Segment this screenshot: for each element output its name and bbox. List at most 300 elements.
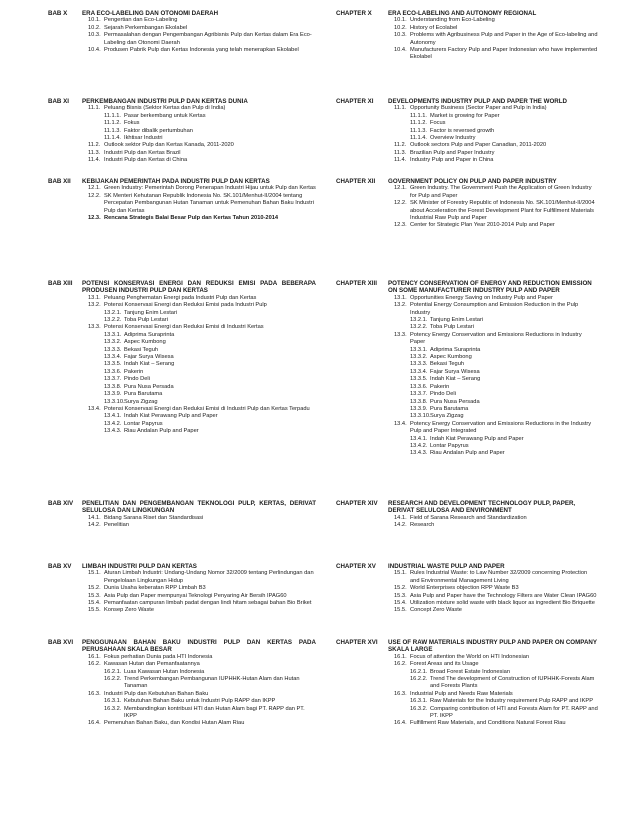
section-number: 15.3. [88, 592, 101, 599]
section-entry [388, 515, 598, 522]
section-number: 13.3.2. [410, 354, 428, 361]
section-title: Comparing contribution of HTI and Forests Alam for PT. RAPP and PT. IKPP [430, 705, 598, 720]
section-number: 13.3.3. [410, 361, 428, 368]
section-title: Field of Sarana Research and Standardization [410, 514, 527, 521]
section-entry [82, 720, 316, 727]
section-number: 11.3. [394, 149, 407, 156]
subsection-entry [82, 698, 316, 705]
chapter-label: BAB XIII [48, 280, 73, 287]
section-entry [82, 691, 316, 698]
chapter-title: PENELITIAN DAN PENGEMBANGAN TEKNOLOGI PULP, KERTAS, DERIVAT SELULOSA DAN LINGKUNGAN [82, 500, 316, 515]
section-number: 13.3.9. [410, 405, 428, 412]
section-number: 16.4. [394, 720, 407, 727]
chapter-section-list [388, 515, 598, 530]
chapter-body [82, 98, 316, 165]
section-entry [82, 185, 316, 192]
section-number: 13.3.4. [104, 354, 122, 361]
section-number: 13.3.1. [104, 331, 122, 338]
section-number: 13.3. [394, 331, 407, 338]
section-number: 11.4. [88, 157, 101, 164]
chapter-label: BAB X [48, 10, 68, 17]
section-number: 12.1. [394, 185, 407, 192]
chapter-bab-xv [48, 563, 316, 615]
section-number: 10.3. [394, 32, 407, 39]
chapter-section-list [388, 105, 598, 164]
subsection-entry [82, 310, 316, 317]
section-title: Fokus perhatian Dunia pada HTI Indonesia [104, 653, 213, 660]
chapter-chapter-xvi [336, 639, 598, 728]
section-number: 16.3.1. [104, 698, 122, 705]
section-title: Outlook sektor Pulp dan Kertas Kanada, 2011-2020 [104, 142, 234, 149]
section-title: Green Industry. The Government Push the Application of Green Industry for Pulp and Paper [410, 185, 592, 199]
subsection-entry [388, 706, 598, 721]
section-title: Penelitian [104, 522, 129, 529]
subsection-entry [82, 332, 316, 339]
section-title: Riau Andalan Pulp and Paper [430, 450, 505, 457]
section-number: 12.2. [88, 192, 101, 199]
chapter-label: BAB XIV [48, 500, 74, 507]
section-title: Trend Perkembangan Pembangunan IUPHHK-Hutan Alam dan Hutan Tanaman [124, 676, 300, 690]
section-title: Problems with Agribusiness Pulp and Paper in the Age of Eco-labeling and Autonomy [410, 32, 598, 46]
subsection-entry [388, 669, 598, 676]
section-entry [388, 570, 598, 585]
section-number: 13.3.8. [410, 398, 428, 405]
chapter-body [82, 563, 316, 615]
section-title: Manufacturers Factory Pulp and Paper Indonesian who have implemented Ekolabel [410, 47, 598, 61]
section-entry [82, 105, 316, 112]
subsection-entry [82, 361, 316, 368]
section-title: Raw Materials for the Industry requirement Pulp RAPP and IKPP [430, 698, 594, 705]
section-number: 13.4.3. [410, 450, 428, 457]
chapter-section-list [388, 654, 598, 728]
section-title: Pindo Deli [124, 376, 150, 383]
subsection-entry [82, 384, 316, 391]
section-number: 11.1. [394, 105, 407, 112]
section-entry [82, 515, 316, 522]
section-entry [82, 25, 316, 32]
subsection-entry [82, 399, 316, 406]
chapter-body [82, 280, 316, 436]
section-number: 13.4.3. [104, 428, 122, 435]
section-entry [82, 593, 316, 600]
chapter-body [388, 500, 598, 530]
chapter-title: PENGGUNAAN BAHAN BAKU INDUSTRI PULP DAN KERTAS PADA PERUSAHAAN SKALA BESAR [82, 639, 316, 654]
subsection-entry [388, 317, 598, 324]
section-title: Pindo Deli [430, 391, 456, 398]
section-title: Potensi Konservasi Energi dan Reduksi Emisi di Industri Pulp dan Kertas Terpadu [104, 405, 310, 412]
section-number: 13.3.4. [410, 368, 428, 375]
section-number: 13.2.2. [410, 324, 428, 331]
chapter-label: CHAPTER XI [336, 98, 374, 105]
section-title: Pengertian dan Eco-Labeling [104, 17, 178, 24]
section-entry [388, 302, 598, 317]
section-entry [82, 406, 316, 413]
section-title: Utilization mixture solid waste with black liquor as ingredient Bio Briquette [410, 600, 595, 607]
section-title: SK Minister of Forestry Republic of Indonesia No. SK.101/Menhut-II/2004 about Acceleration the Forest Development Plant for Fulfillment Materials Industrial Raw Pulp and Paper [410, 200, 595, 222]
section-title: Tanjung Enim Lestari [430, 317, 484, 324]
section-number: 16.1. [88, 653, 101, 660]
section-title: Aturan Limbah Industri: Undang-Undang Nomor 32/2009 tentang Perlindungan dan Pengelolaan Lingkungan Hidup [104, 570, 314, 584]
section-number: 11.2. [394, 142, 407, 149]
section-title: Factor is reversed growth [430, 127, 495, 134]
section-number: 11.1.2. [104, 120, 121, 127]
section-number: 16.2.1. [104, 668, 122, 675]
section-title: Bekasi Teguh [430, 361, 465, 368]
chapter-section-list [82, 295, 316, 436]
section-entry [388, 654, 598, 661]
section-title: Toba Pulp Lestari [430, 324, 474, 331]
subsection-entry [82, 428, 316, 435]
section-number: 13.3.5. [410, 376, 428, 383]
section-title: Ikhtisar Industri [124, 135, 163, 142]
section-entry [388, 222, 598, 229]
section-number: 16.2. [394, 661, 407, 668]
section-number: 15.2. [88, 585, 101, 592]
section-title: Asia Pulp dan Paper mempunyai Teknologi Penyaring Air Bersih IPAG60 [104, 592, 287, 599]
section-number: 11.1.3. [410, 127, 427, 134]
section-number: 10.2. [88, 24, 101, 31]
chapter-body [388, 280, 598, 458]
subsection-entry [82, 391, 316, 398]
section-title: Peluang Bisnis (Sektor Kertas dan Pulp di India) [104, 105, 226, 112]
section-title: Broad Forest Estate Indonesian [430, 668, 510, 675]
section-entry [82, 522, 316, 529]
section-title: Pakerin [124, 368, 144, 375]
chapter-section-list [82, 654, 316, 728]
section-title: Concept Zero Waste [410, 607, 462, 614]
chapter-section-list [82, 17, 316, 54]
section-number: 13.1. [394, 294, 407, 301]
section-entry [388, 421, 598, 436]
section-number: 16.3.1. [410, 698, 428, 705]
section-number: 10.4. [394, 47, 407, 54]
section-title: Bekasi Teguh [124, 346, 159, 353]
subsection-entry [388, 436, 598, 443]
section-number: 10.1. [88, 17, 101, 24]
subsection-entry [388, 135, 598, 142]
chapter-label: BAB XVI [48, 639, 74, 646]
section-entry [388, 150, 598, 157]
subsection-entry [82, 120, 316, 127]
section-entry [82, 17, 316, 24]
chapter-title: POTENSI KONSERVASI ENERGI DAN REDUKSI EMISI PADA BEBERAPA PRODUSEN INDUSTRI PULP DAN KERTAS [82, 280, 316, 295]
chapter-chapter-xiii [336, 280, 598, 458]
section-number: 16.2.2. [410, 676, 428, 683]
section-title: Kebutuhan Bahan Baku untuk Industri Pulp RAPP dan IKPP [124, 698, 276, 705]
subsection-entry [388, 354, 598, 361]
section-title: Dunia Usaha keberatan RPP Limbah B3 [104, 585, 206, 592]
section-number: 10.3. [88, 32, 101, 39]
section-entry [388, 47, 598, 62]
section-entry [82, 585, 316, 592]
section-title: Lontar Papyrus [430, 442, 469, 449]
section-title: Membandingkan kontribusi HTI dan Hutan Alam bagi PT. RAPP dan PT. IKPP [124, 705, 305, 720]
section-title: Opportunity Business (Sector Paper and Pulp in India) [410, 105, 547, 112]
section-number: 13.2. [394, 302, 407, 309]
section-entry [82, 654, 316, 661]
section-entry [82, 215, 316, 222]
section-number: 14.1. [394, 514, 407, 521]
section-number: 15.5. [394, 607, 407, 614]
section-number: 11.4. [394, 157, 407, 164]
section-title: Faktor dibalik pertumbuhan [124, 127, 193, 134]
section-title: Forest Areas and its Usage [410, 661, 479, 668]
section-title: Industry Pulp and Paper in China [410, 157, 494, 164]
section-title: Opportunities Energy Saving on Industry Pulp and Paper [410, 294, 553, 301]
subsection-entry [388, 324, 598, 331]
section-entry [82, 47, 316, 54]
chapter-label: CHAPTER XVI [336, 639, 378, 646]
section-number: 13.4.1. [104, 413, 122, 420]
section-title: Produsen Pabrik Pulp dan Kertas Indonesia yang telah menerapkan Ekolabel [104, 47, 299, 54]
section-number: 16.1. [394, 653, 407, 660]
section-number: 13.3.6. [104, 368, 122, 375]
section-number: 13.4.1. [410, 435, 428, 442]
section-title: Konsep Zero Waste [104, 607, 155, 614]
subsection-entry [82, 339, 316, 346]
chapter-body [388, 639, 598, 728]
subsection-entry [82, 113, 316, 120]
section-title: Indah Kiat – Serang [430, 376, 481, 383]
section-number: 13.4. [394, 420, 407, 427]
section-title: Brazilian Pulp and Paper Industry [410, 149, 495, 156]
subsection-entry [82, 135, 316, 142]
chapter-bab-x [48, 10, 316, 54]
section-entry [388, 720, 598, 727]
section-title: World Enterprises objection RPP Waste B3 [410, 585, 519, 592]
chapter-title: RESEARCH AND DEVELOPMENT TECHNOLOGY PULP, PAPER, DERIVAT SELULOSA AND ENVIRONMENT [388, 500, 576, 515]
subsection-entry [82, 354, 316, 361]
subsection-entry [388, 676, 598, 691]
section-title: Industri Pulp dan Kebutuhan Bahan Baku [104, 690, 209, 697]
chapter-section-list [82, 105, 316, 164]
section-number: 13.3.10. [104, 398, 125, 405]
section-entry [82, 661, 316, 668]
chapter-bab-xiv [48, 500, 316, 530]
section-number: 13.3. [88, 324, 101, 331]
section-title: Outlook sectors Pulp and Paper Canadian, 2011-2020 [410, 142, 547, 149]
section-entry [82, 295, 316, 302]
section-number: 12.2. [394, 200, 407, 207]
section-number: 15.1. [88, 570, 101, 577]
section-entry [388, 200, 598, 222]
chapter-chapter-xiv [336, 500, 598, 530]
section-title: Luas Kawasan Hutan Indonesia [124, 668, 205, 675]
subsection-entry [388, 698, 598, 705]
subsection-entry [388, 391, 598, 398]
section-title: Pemenuhan Bahan Baku, dan Kondisi Hutan Alam Riau [104, 720, 245, 727]
section-number: 14.2. [88, 522, 101, 529]
section-entry [388, 25, 598, 32]
section-number: 13.3.2. [104, 339, 122, 346]
section-number: 13.3.3. [104, 346, 122, 353]
chapter-title: ERA ECO-LABELING DAN OTONOMI DAERAH [82, 10, 219, 17]
subsection-entry [388, 113, 598, 120]
section-number: 12.1. [88, 185, 101, 192]
section-number: 10.1. [394, 17, 407, 24]
section-entry [388, 105, 598, 112]
section-number: 16.2. [88, 661, 101, 668]
section-title: Industri Pulp dan Kertas di China [104, 157, 188, 164]
section-entry [82, 302, 316, 309]
section-title: Indah Kiat Perawang Pulp and Paper [430, 435, 524, 442]
section-number: 16.4. [88, 720, 101, 727]
section-title: Fajar Surya Wisesa [430, 368, 480, 375]
section-entry [388, 142, 598, 149]
section-number: 16.3.2. [410, 705, 428, 712]
subsection-entry [388, 406, 598, 413]
section-entry [82, 193, 316, 215]
chapter-title: ERA ECO-LABELING AND AUTONOMY REGIONAL [388, 10, 537, 17]
section-number: 13.3.7. [104, 376, 122, 383]
subsection-entry [82, 347, 316, 354]
section-number: 13.3.8. [104, 383, 122, 390]
chapter-section-list [388, 570, 598, 614]
chapter-title: DEVELOPMENTS INDUSTRY PULP AND PAPER THE WORLD [388, 98, 567, 105]
section-title: Focus [430, 120, 446, 127]
section-title: Focus of attention the World on HTI Indonesian [410, 653, 530, 660]
section-title: Potensi Konservasi Energi dan Reduksi Emisi di Industri Kertas [104, 324, 264, 331]
chapter-title: PERKEMBANGAN INDUSTRI PULP DAN KERTAS DUNIA [82, 98, 248, 105]
section-title: Pemanfaatan campuran limbah padat dengan lindi hitam sebagai bahan Bio Briket [104, 600, 312, 607]
subsection-entry [388, 443, 598, 450]
section-title: Fulfillment Raw Materials, and Conditions Natural Forest Riau [410, 720, 566, 727]
section-title: Permasalahan dengan Pengembangan Agribisnis Pulp dan Kertas dalam Era Eco-Labeling dan Otonomi Daerah [104, 32, 312, 46]
chapter-label: BAB XII [48, 178, 71, 185]
section-number: 10.2. [394, 24, 407, 31]
subsection-entry [82, 413, 316, 420]
section-entry [82, 607, 316, 614]
chapter-title: USE OF RAW MATERIALS INDUSTRY PULP AND PAPER ON COMPANY SKALA LARGE [388, 639, 597, 654]
section-title: Potential Energy Consumption and Emission Reduction in the Pulp Industry [410, 302, 579, 316]
chapter-bab-xvi [48, 639, 316, 728]
chapter-section-list [388, 295, 598, 458]
section-number: 15.5. [88, 607, 101, 614]
section-number: 16.3.2. [104, 705, 122, 712]
section-entry [388, 157, 598, 164]
section-number: 11.3. [88, 149, 101, 156]
section-number: 16.3. [394, 690, 407, 697]
section-number: 14.2. [394, 522, 407, 529]
chapter-label: BAB XI [48, 98, 69, 105]
section-title: Kawasan Hutan dan Pemanfaatannya [104, 661, 200, 668]
section-number: 11.1.1. [410, 112, 427, 119]
section-title: Bidang Sarana Riset dan Standardisasi [104, 514, 204, 521]
section-entry [388, 585, 598, 592]
section-title: Industrial Pulp and Needs Raw Materials [410, 690, 513, 697]
section-number: 13.2.1. [104, 309, 122, 316]
section-number: 13.3.7. [410, 391, 428, 398]
section-title: Pura Nusa Persada [430, 398, 480, 405]
section-number: 13.3.9. [104, 391, 122, 398]
section-title: Indah Kiat Perawang Pulp and Paper [124, 413, 218, 420]
chapter-section-list [82, 570, 316, 614]
section-title: Pura Barutama [124, 391, 163, 398]
section-number: 13.3.1. [410, 346, 428, 353]
section-entry [388, 600, 598, 607]
chapter-body [388, 10, 598, 62]
chapter-section-list [388, 17, 598, 61]
section-entry [388, 332, 598, 347]
section-number: 13.1. [88, 294, 101, 301]
section-title: Surya Zigzag [430, 413, 464, 420]
section-title: Potency Energy Conservation and Emissions Reductions in Industry Paper [410, 331, 582, 346]
chapter-title: POTENCY CONSERVATION OF ENERGY AND REDUCTION EMISSION ON SOME MANUFACTURER INDUSTRY PULP AND PAPER [388, 280, 592, 295]
section-number: 11.1.1. [104, 112, 121, 119]
section-entry [82, 142, 316, 149]
chapter-chapter-x [336, 10, 598, 62]
chapter-section-list [82, 185, 316, 222]
subsection-entry [388, 376, 598, 383]
section-number: 11.1.4. [104, 135, 121, 142]
section-entry [388, 691, 598, 698]
section-entry [388, 607, 598, 614]
section-title: Pura Nusa Persada [124, 383, 174, 390]
chapter-body [82, 639, 316, 728]
section-title: Industri Pulp dan Kertas Brazil [104, 149, 181, 156]
chapter-bab-xii [48, 178, 316, 222]
chapter-label: CHAPTER X [336, 10, 372, 17]
subsection-entry [82, 669, 316, 676]
section-title: Pura Barutama [430, 405, 469, 412]
subsection-entry [82, 676, 316, 691]
section-number: 13.2.2. [104, 317, 122, 324]
chapter-bab-xiii [48, 280, 316, 436]
section-title: Tanjung Enim Lestari [124, 309, 178, 316]
section-title: Lontar Papyrus [124, 420, 163, 427]
section-number: 11.1.2. [410, 120, 427, 127]
section-entry [82, 157, 316, 164]
section-title: History of Ecolabel [410, 24, 458, 31]
subsection-entry [388, 120, 598, 127]
chapter-body [388, 98, 598, 165]
section-number: 13.4. [88, 405, 101, 412]
chapter-bab-xi [48, 98, 316, 165]
chapter-label: CHAPTER XV [336, 563, 376, 570]
chapter-chapter-xi [336, 98, 598, 165]
section-title: Sejarah Perkembangan Ekolabel [104, 24, 188, 31]
section-title: Trend The development of Construction of IUPHHK-Forests Alam and Forests Plants [430, 676, 595, 690]
section-number: 16.2.2. [104, 676, 122, 683]
section-title: Adiprima Suraprinta [430, 346, 481, 353]
section-number: 15.3. [394, 592, 407, 599]
section-entry [388, 661, 598, 668]
chapter-section-list [388, 185, 598, 229]
section-title: Center for Strategic Plan Year 2010-2014 Pulp and Paper [410, 222, 555, 229]
section-title: Surya Zigzag [124, 398, 158, 405]
section-number: 12.3. [88, 215, 101, 222]
section-number: 11.1.3. [104, 127, 121, 134]
section-number: 11.1. [88, 105, 101, 112]
section-title: Potency Energy Conservation and Emissions Reductions in the Industry Pulp and Paper Integrated [410, 420, 592, 435]
subsection-entry [82, 421, 316, 428]
subsection-entry [388, 347, 598, 354]
subsection-entry [82, 369, 316, 376]
section-title: Toba Pulp Lestari [124, 317, 168, 324]
section-number: 15.2. [394, 585, 407, 592]
section-title: Fajar Surya Wisesa [124, 354, 174, 361]
section-title: Understanding from Eco-Labeling [410, 17, 495, 24]
section-entry [388, 593, 598, 600]
section-number: 15.4. [394, 600, 407, 607]
section-title: Indah Kiat – Serang [124, 361, 175, 368]
section-number: 13.3.10. [410, 413, 431, 420]
section-number: 16.2.1. [410, 668, 428, 675]
section-entry [82, 570, 316, 585]
section-entry [388, 17, 598, 24]
subsection-entry [388, 384, 598, 391]
section-entry [82, 324, 316, 331]
